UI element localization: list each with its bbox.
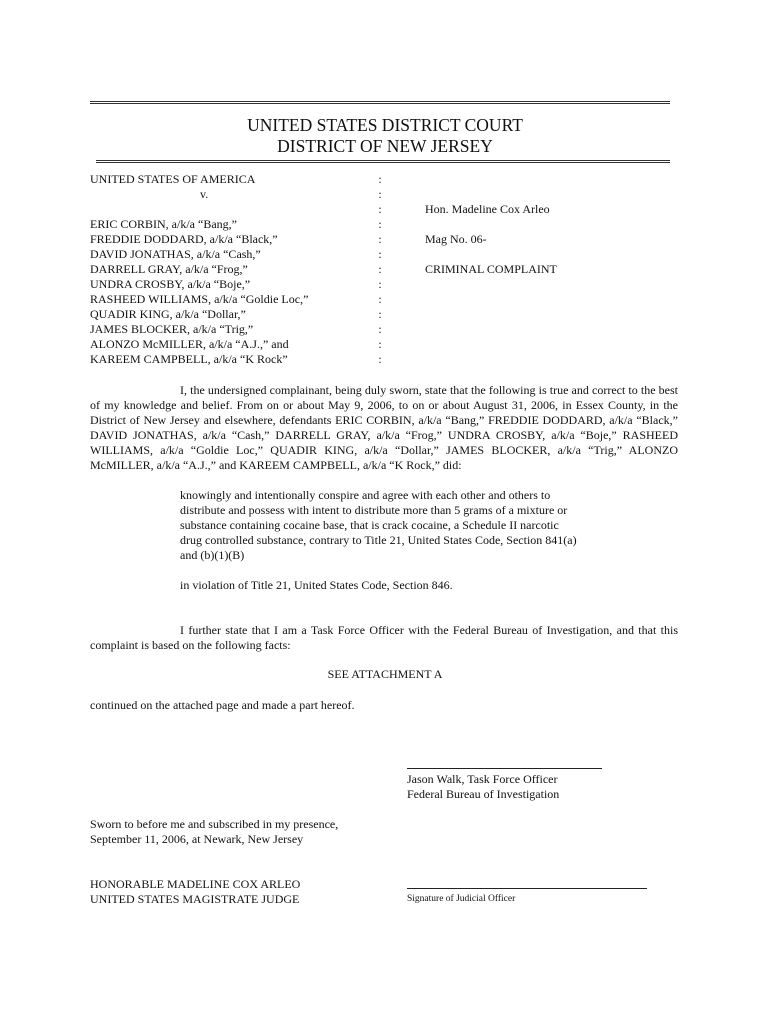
defendant-line: JAMES BLOCKER, a/k/a “Trig,”	[90, 322, 254, 336]
document-type: CRIMINAL COMPLAINT	[425, 262, 557, 276]
officer-agency: Federal Bureau of Investigation	[407, 787, 560, 801]
defendant-line: RASHEED WILLIAMS, a/k/a “Goldie Loc,”	[90, 292, 309, 306]
judicial-signature-line	[407, 888, 647, 889]
caption-colon: :	[378, 322, 382, 336]
caption-colon: :	[378, 292, 382, 306]
caption-colon: :	[378, 232, 382, 246]
caption-spacer	[90, 202, 370, 217]
judge-assignment: Hon. Madeline Cox Arleo	[425, 202, 550, 216]
statute-violation: in violation of Title 21, United States Code, Section 846.	[180, 578, 453, 592]
plaintiff-name: UNITED STATES OF AMERICA	[90, 172, 256, 186]
defendant-line: QUADIR KING, a/k/a “Dollar,”	[90, 307, 246, 321]
judge-title: UNITED STATES MAGISTRATE JUDGE	[90, 892, 300, 906]
court-district: DISTRICT OF NEW JERSEY	[277, 136, 493, 156]
top-double-rule	[90, 101, 670, 104]
judge-name: HONORABLE MADELINE COX ARLEO	[90, 877, 301, 891]
caption-colon: :	[378, 352, 382, 366]
defendant-line: DAVID JONATHAS, a/k/a “Cash,”	[90, 247, 261, 261]
caption-colon: :	[378, 277, 382, 291]
facts-paragraph: I further state that I am a Task Force Officer with the Federal Bureau of Investigation, and that this complaint is based on the following facts:	[90, 623, 678, 652]
sworn-statement: Sworn to before me and subscribed in my presence,	[90, 817, 339, 831]
caption-colon: :	[378, 202, 382, 216]
caption-colon: :	[378, 172, 382, 186]
continued-note: continued on the attached page and made a part hereof.	[90, 698, 355, 712]
attachment-reference: SEE ATTACHMENT A	[327, 667, 443, 681]
caption-colon: :	[378, 247, 382, 261]
charge-description: knowingly and intentionally conspire and agree with each other and others to distribute and possess with intent to distribute more than 5 grams of a mixture or substance containing cocaine base, that is crack cocaine, a Schedule II narcotic drug controlled substance, contrary to Title 21, United States Code, Section 841(a) and (b)(1)(B)	[180, 488, 577, 562]
defendant-line: FREDDIE DODDARD, a/k/a “Black,”	[90, 232, 278, 246]
header-double-rule	[96, 160, 670, 163]
caption-colon: :	[378, 187, 382, 201]
officer-name: Jason Walk, Task Force Officer	[407, 772, 558, 786]
caption-colon-column	[374, 172, 386, 367]
case-caption-parties	[90, 172, 370, 367]
defendant-line: DARRELL GRAY, a/k/a “Frog,”	[90, 262, 248, 276]
versus-label: v.	[200, 187, 209, 201]
defendant-line: UNDRA CROSBY, a/k/a “Boje,”	[90, 277, 251, 291]
court-name: UNITED STATES DISTRICT COURT	[247, 115, 523, 135]
complaint-paragraph: I, the undersigned complainant, being duly sworn, state that the following is true and correct to the best of my knowledge and belief. From on or about May 9, 2006, to on or about August 31, 2006, in Essex County, in the District of New Jersey and elsewhere, defendants ERIC CORBIN, a/k/a “Bang,” FREDDIE DODDARD, a/k/a “Black,” DAVID JONATHAS, a/k/a “Cash,” DARRELL GRAY, a/k/a “Frog,” UNDRA CROSBY, a/k/a “Boje,” RASHEED WILLIAMS, a/k/a “Goldie Loc,” QUADIR KING, a/k/a “Dollar,” JAMES BLOCKER, a/k/a “Trig,” ALONZO McMILLER, a/k/a “A.J.,” and KAREEM CAMPBELL, a/k/a “K Rock,” did:	[90, 383, 678, 472]
defendant-line: ALONZO McMILLER, a/k/a “A.J.,” and	[90, 337, 289, 351]
caption-colon: :	[378, 307, 382, 321]
caption-colon: :	[378, 217, 382, 231]
defendant-line: ERIC CORBIN, a/k/a “Bang,”	[90, 217, 237, 231]
judicial-signature-label: Signature of Judicial Officer	[407, 894, 516, 904]
caption-colon: :	[378, 262, 382, 276]
magistrate-number: Mag No. 06-	[425, 232, 487, 246]
sworn-date-location: September 11, 2006, at Newark, New Jersey	[90, 832, 304, 846]
caption-colon: :	[378, 337, 382, 351]
officer-signature-line	[407, 768, 602, 769]
defendant-line: KAREEM CAMPBELL, a/k/a “K Rock”	[90, 352, 288, 366]
